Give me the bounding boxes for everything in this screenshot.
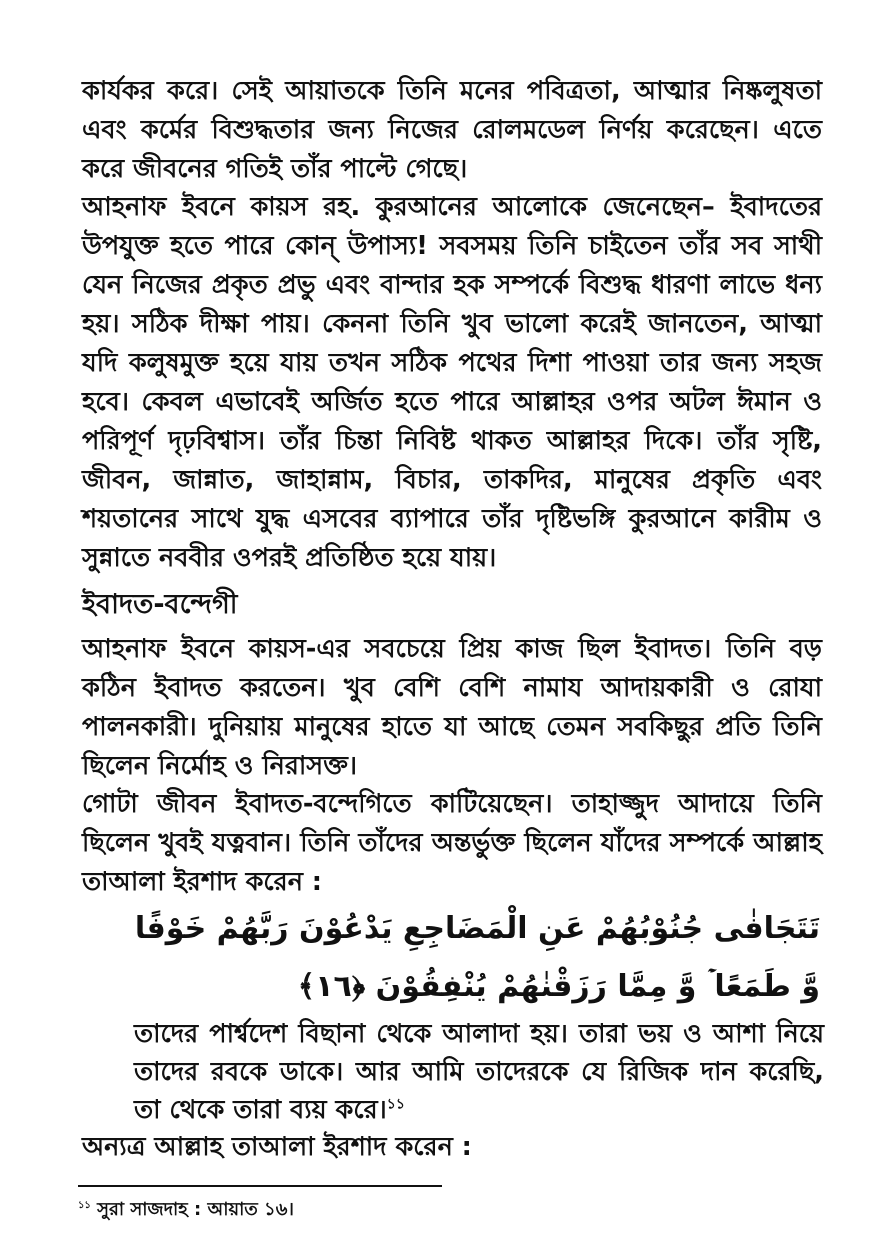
- footnote-reference-mark[interactable]: ১১: [386, 1096, 405, 1113]
- quran-verse-arabic: تَتَجَافٰى جُنُوْبُهُمْ عَنِ الْمَضَاجِعِ يَدْعُوْنَ رَبَّهُمْ خَوْفًا وَّ طَمَعًا ۡ وَّ مِمَّا رَزَقْنٰهُمْ يُنْفِقُوْنَ ﴿١٦﴾: [134, 911, 820, 1004]
- verse-translation-text: তাদের পার্শ্বদেশ বিছানা থেকে আলাদা হয়। তারা ভয় ও আশা নিয়ে তাদের রবকে ডাকে। আর আমি তাদেরকে যে রিজিক দান করেছি, তা থেকে তারা ব্যয় করে।: [134, 1019, 824, 1125]
- footnote-text: সুরা সাজদাহ : আয়াত ১৬।: [97, 1199, 294, 1220]
- paragraph-4: গোটা জীবন ইবাদত-বন্দেগিতে কাটিয়েছেন। তাহাজ্জুদ আদায়ে তিনি ছিলেন খুবই যত্নবান। তিনি তাঁদের অন্তর্ভুক্ত ছিলেন যাঁদের সম্পর্কে আল্লাহ তাআলা ইরশাদ করেন :: [82, 789, 822, 897]
- paragraph-1: কার্যকর করে। সেই আয়াতকে তিনি মনের পবিত্রতা, আত্মার নিষ্কলুষতা এবং কর্মের বিশুদ্ধতার জন্য নিজের রোলমডেল নির্ণয় করেছেন। এতে করে জীবনের গতিই তাঁর পাল্টে গেছে।: [82, 76, 822, 184]
- paragraph-3: আহনাফ ইবনে কায়স-এর সবচেয়ে প্রিয় কাজ ছিল ইবাদত। তিনি বড় কঠিন ইবাদত করতেন। খুব বেশি বেশি নামায আদায়কারী ও রোযা পালনকারী। দুনিয়ায় মানুষের হাতে যা আছে তেমন সবকিছুর প্রতি তিনি ছিলেন নির্মোহ ও নিরাসক্ত।: [82, 634, 822, 781]
- paragraph-2: আহনাফ ইবনে কায়স রহ. কুরআনের আলোকে জেনেছেন– ইবাদতের উপযুক্ত হতে পারে কোন্ উপাস্য! সবসময় তিনি চাইতেন তাঁর সব সাথী যেন নিজের প্রকৃত প্রভু এবং বান্দার হক সম্পর্কে বিশুদ্ধ ধারণা লাভে ধন্য হয়। সঠিক দীক্ষা পায়। কেননা তিনি খুব ভালো করেই জানতেন, আত্মা যদি কলুষমুক্ত হয়ে যায় তখন সঠিক পথের দিশা পাওয়া তার জন্য সহজ হবে। কেবল এভাবেই অর্জিত হতে পারে আল্লাহর ওপর অটল ঈমান ও পরিপূর্ণ দৃঢ়বিশ্বাস। তাঁর চিন্তা নিবিষ্ট থাকত আল্লাহর দিকে। তাঁর সৃষ্টি, জীবন, জান্নাত, জাহান্নাম, বিচার, তাকদির, মানুষের প্রকৃতি এবং শয়তানের সাথে যুদ্ধ এসবের ব্যাপারে তাঁর দৃষ্টিভঙ্গি কুরআনে কারীম ও সুন্নাতে নববীর ওপরই প্রতিষ্ঠিত হয়ে যায়।: [82, 192, 822, 573]
- verse-translation: [134, 1015, 824, 1129]
- section-heading: ইবাদত-বন্দেগী: [82, 589, 238, 620]
- footnote: [78, 1197, 294, 1223]
- paragraph-5: অন্যত্র আল্লাহ তাআলা ইরশাদ করেন :: [82, 1132, 472, 1162]
- footnote-mark: ১১: [78, 1200, 91, 1211]
- footnote-divider: [78, 1185, 442, 1187]
